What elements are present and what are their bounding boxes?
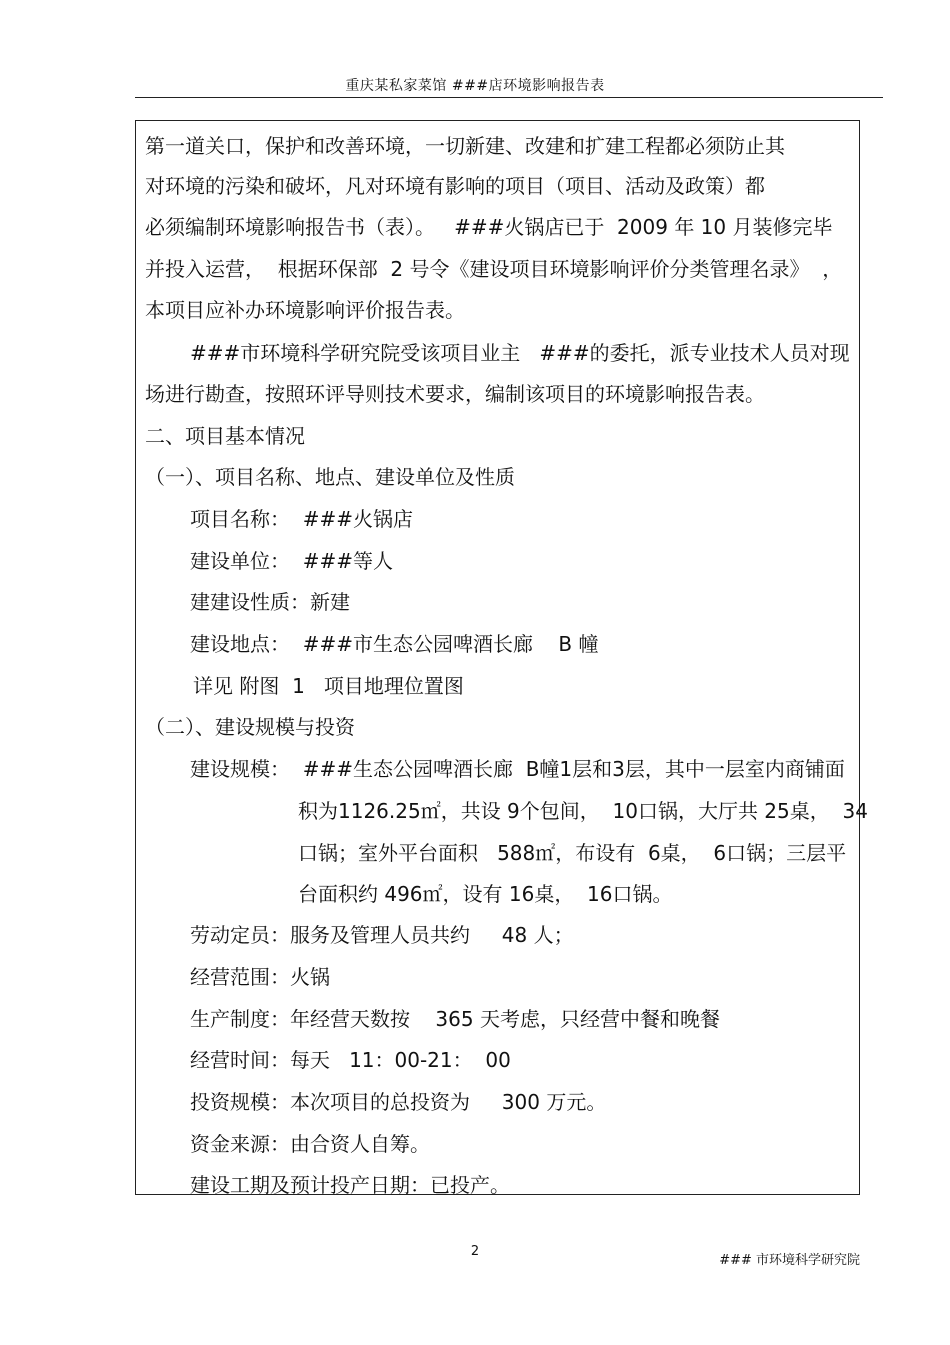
footer-org: ### 市环境科学研究院 [719,1253,860,1268]
subsection-1-title: （一）、项目名称、地点、建设单位及性质 [145,465,515,489]
project-nature: 建建设性质：新建 [190,590,350,614]
project-name: 项目名称： ###火锅店 [190,507,413,531]
para2-line-1: ###市环境科学研究院受该项目业主 ###的委托，派专业技术人员对现 [190,341,850,365]
para1-line-1: 第一道关口，保护和改善环境，一切新建、改建和扩建工程都必须防止其 [145,134,785,158]
para2-line-2: 场进行勘查，按照环评导则技术要求，编制该项目的环境影响报告表。 [145,382,765,406]
para1-line-3: 必须编制环境影响报告书（表）。 ###火锅店已于 2009 年 10 月装修完毕 [145,215,833,239]
page-number: 2 [470,1244,480,1259]
see-figure: 详见 附图 1 项目地理位置图 [193,674,464,698]
subsection-2-title: （二）、建设规模与投资 [145,715,355,739]
business-hours: 经营时间：每天 11：00-21： 00 [190,1048,511,1072]
staff: 劳动定员：服务及管理人员共约 48 人； [190,923,574,947]
header-title: 重庆某私家菜馆 ###店环境影响报告表 [345,78,605,94]
scale-line-1: 建设规模： ###生态公园啤酒长廊 B幢1层和3层，其中一层室内商铺面 [190,757,845,781]
para1-line-5: 本项目应补办环境影响评价报告表。 [145,298,465,322]
project-location: 建设地点： ###市生态公园啤酒长廊 B 幢 [190,632,599,656]
scale-line-4: 台面积约 496㎡，设有 16桌， 16口锅。 [298,882,673,906]
investment: 投资规模：本次项目的总投资为 300 万元。 [190,1090,607,1114]
scale-line-2: 积为1126.25㎡，共设 9个包间， 10口锅，大厅共 25桌， 34 [298,799,868,823]
production-system: 生产制度：年经营天数按 365 天考虑，只经营中餐和晚餐 [190,1007,720,1031]
para1-line-4: 并投入运营， 根据环保部 2 号令《建设项目环境影响评价分类管理名录》 ， [145,257,843,281]
header-rule [135,97,883,98]
business-scope: 经营范围：火锅 [190,965,330,989]
scale-line-3: 口锅；室外平台面积 588㎡，布设有 6桌， 6口锅；三层平 [298,841,847,865]
schedule: 建设工期及预计投产日期：已投产。 [190,1173,510,1197]
builder: 建设单位： ###等人 [190,549,393,573]
section-2-title: 二、项目基本情况 [145,424,305,448]
para1-line-2: 对环境的污染和破坏，凡对环境有影响的项目（项目、活动及政策）都 [145,174,765,198]
funding-source: 资金来源：由合资人自筹。 [190,1132,430,1156]
